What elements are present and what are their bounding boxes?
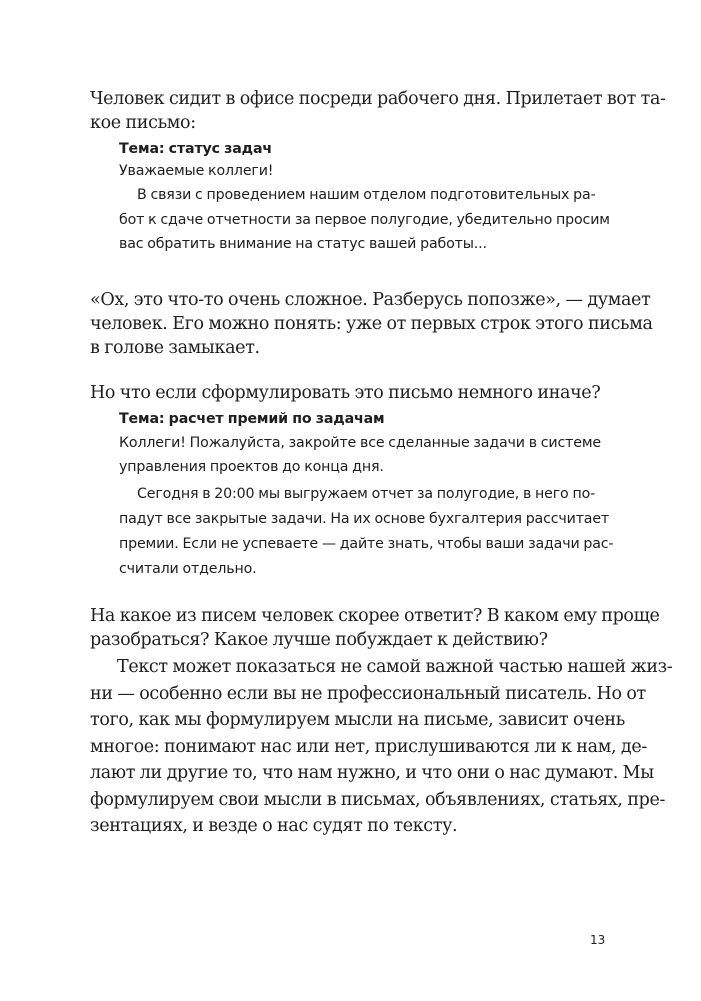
conclusion-line-5: того, как мы формулируем мысли на письме, зависит очень bbox=[90, 710, 625, 730]
conclusion-line-1: На какое из писем человек скорее ответит? В каком ему проще bbox=[90, 606, 660, 626]
email2-line-1: Коллеги! Пожалуйста, закройте все сделанные задачи в системе bbox=[119, 435, 601, 451]
conclusion-line-8: формулируем свои мысли в письмах, объявлениях, статьях, пре- bbox=[90, 790, 666, 810]
intro-line-1: Человек сидит в офисе посреди рабочего дня. Прилетает вот та- bbox=[90, 89, 666, 109]
email1-body-line-1: В связи с проведением нашим отделом подготовительных ра- bbox=[137, 187, 596, 203]
email2-line-6: считали отдельно. bbox=[119, 561, 257, 577]
question-line: Но что если сформулировать это письмо немного иначе? bbox=[90, 383, 601, 403]
conclusion-line-6: многое: понимают нас или нет, прислушиваются ли к нам, де- bbox=[90, 737, 647, 757]
email2-line-2: управления проектов до конца дня. bbox=[119, 459, 384, 475]
page-number: 13 bbox=[590, 933, 606, 947]
conclusion-line-9: зентациях, и везде о нас судят по тексту. bbox=[90, 816, 458, 836]
email2-line-5: премии. Если не успеваете — дайте знать, чтобы ваши задачи рас- bbox=[119, 536, 614, 552]
email1-subject: Тема: статус задач bbox=[119, 141, 272, 157]
email1-body-line-3: вас обратить внимание на статус вашей работы... bbox=[119, 236, 487, 252]
email2-line-3: Сегодня в 20:00 мы выгружаем отчет за полугодие, в него по- bbox=[137, 486, 596, 502]
email2-line-4: падут все закрытые задачи. На их основе бухгалтерия рассчитает bbox=[119, 511, 610, 527]
email1-body-line-2: бот к сдаче отчетности за первое полугодие, убедительно просим bbox=[119, 212, 610, 228]
reaction-line-2: человек. Его можно понять: уже от первых строк этого письма bbox=[90, 314, 653, 334]
intro-line-2: кое письмо: bbox=[90, 113, 196, 133]
conclusion-line-7: лают ли другие то, что нам нужно, и что они о нас думают. Мы bbox=[90, 763, 654, 783]
reaction-line-3: в голове замыкает. bbox=[90, 338, 260, 358]
reaction-line-1: «Ох, это что-то очень сложное. Разберусь попозже», — думает bbox=[90, 290, 651, 310]
email1-greeting: Уважаемые коллеги! bbox=[119, 163, 274, 179]
conclusion-line-3: Текст может показаться не самой важной частью нашей жиз- bbox=[117, 657, 673, 677]
conclusion-line-2: разобраться? Какое лучше побуждает к действию? bbox=[90, 630, 548, 650]
email2-subject: Тема: расчет премий по задачам bbox=[119, 411, 385, 427]
conclusion-line-4: ни — особенно если вы не профессиональный писатель. Но от bbox=[90, 684, 646, 704]
